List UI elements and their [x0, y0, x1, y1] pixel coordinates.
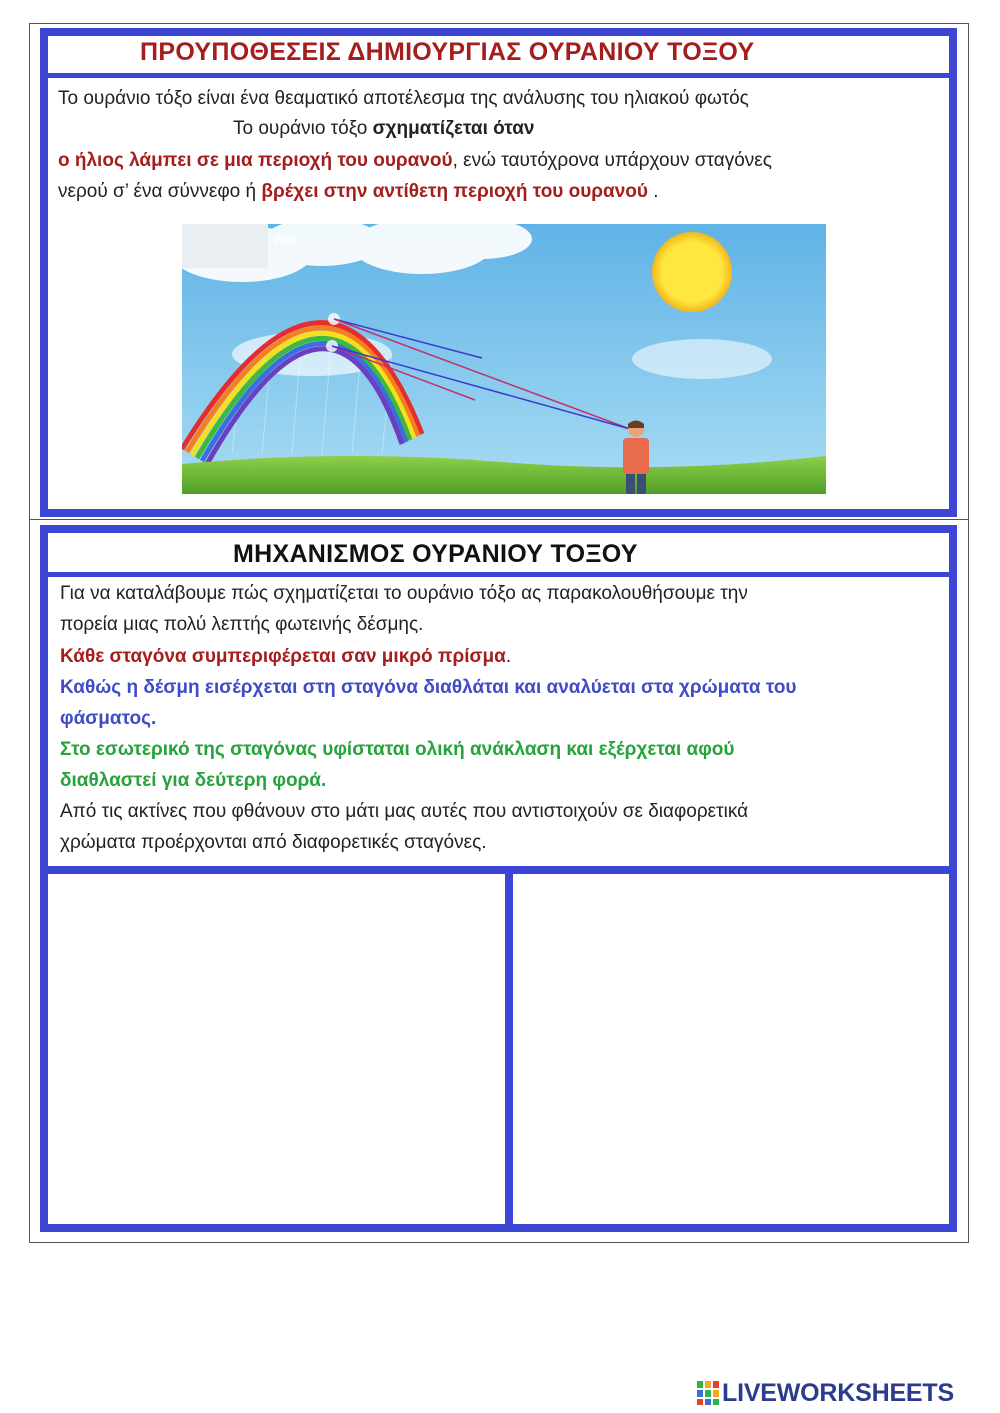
s2-p5-line2: χρώματα προέρχονται από διαφορετικές σταγόνες. [60, 832, 487, 853]
line2-plain: Το ουράνιο τόξο [233, 118, 373, 139]
rainbow-illustration [182, 224, 826, 494]
section1-title: ΠΡΟΥΠΟΘΕΣΕΙΣ ΔΗΜΙΟΥΡΓΙΑΣ ΟΥΡΑΝΙΟΥ ΤΟΞΟΥ [140, 38, 755, 66]
answer-box-left[interactable] [48, 874, 505, 1224]
section2-column-divider [505, 874, 513, 1224]
s2-p2 [60, 646, 511, 668]
s2-p1-line2: πορεία μιας πολύ λεπτής φωτεινής δέσμης. [60, 614, 424, 635]
line4-red: βρέχει στην αντίθετη περιοχή του ουρανού [261, 181, 648, 202]
image-label: nce [274, 231, 299, 247]
line2-bold: σχηματίζεται όταν [372, 118, 535, 139]
section1-line3 [58, 150, 772, 172]
section1-line4 [58, 181, 659, 203]
line4-plain: νερού σ’ ένα σύννεφο ή [58, 181, 262, 202]
liveworksheets-logo-icon [697, 1381, 719, 1405]
line3-plain: , ενώ ταυτόχρονα υπάρχουν σταγόνες [452, 150, 772, 171]
image-label-patch [182, 224, 268, 268]
s2-p2-end: . [505, 646, 512, 667]
line4-end: . [647, 181, 659, 202]
section2-title: ΜΗΧΑΝΙΣΜΟΣ ΟΥΡΑΝΙΟΥ ΤΟΞΟΥ [233, 540, 638, 568]
s2-p4-line2: διαθλαστεί για δεύτερη φορά. [60, 770, 327, 791]
logo-text: LIVEWORKSHEETS [722, 1378, 954, 1407]
section1-line2 [233, 118, 534, 140]
s2-p2-red: Κάθε σταγόνα συμπεριφέρεται σαν μικρό πρίσμα [60, 646, 506, 667]
section2-separator [48, 866, 949, 874]
sun-icon [652, 232, 732, 312]
s2-p1-line1: Για να καταλάβουμε πώς σχηματίζεται το ουράνιο τόξο ας παρακολουθήσουμε την [60, 583, 748, 604]
s2-p4-line1: Στο εσωτερικό της σταγόνας υφίσταται ολική ανάκλαση και εξέρχεται αφού [60, 739, 735, 760]
liveworksheets-logo [697, 1378, 954, 1408]
section-divider [29, 519, 969, 520]
line3-red: ο ήλιος λάμπει σε μια περιοχή του ουρανού [58, 150, 453, 171]
section1-line1: Το ουράνιο τόξο είναι ένα θεαματικό αποτέλεσμα της ανάλυσης του ηλιακού φωτός [58, 88, 749, 109]
answer-box-right[interactable] [513, 874, 949, 1224]
s2-p3-line2: φάσματος. [60, 708, 157, 729]
s2-p5-line1: Από τις ακτίνες που φθάνουν στο μάτι μας αυτές που αντιστοιχούν σε διαφορετικά [60, 801, 749, 822]
s2-p3-line1: Καθώς η δέσμη εισέρχεται στη σταγόνα διαθλάται και αναλύεται στα χρώματα του [60, 677, 797, 698]
